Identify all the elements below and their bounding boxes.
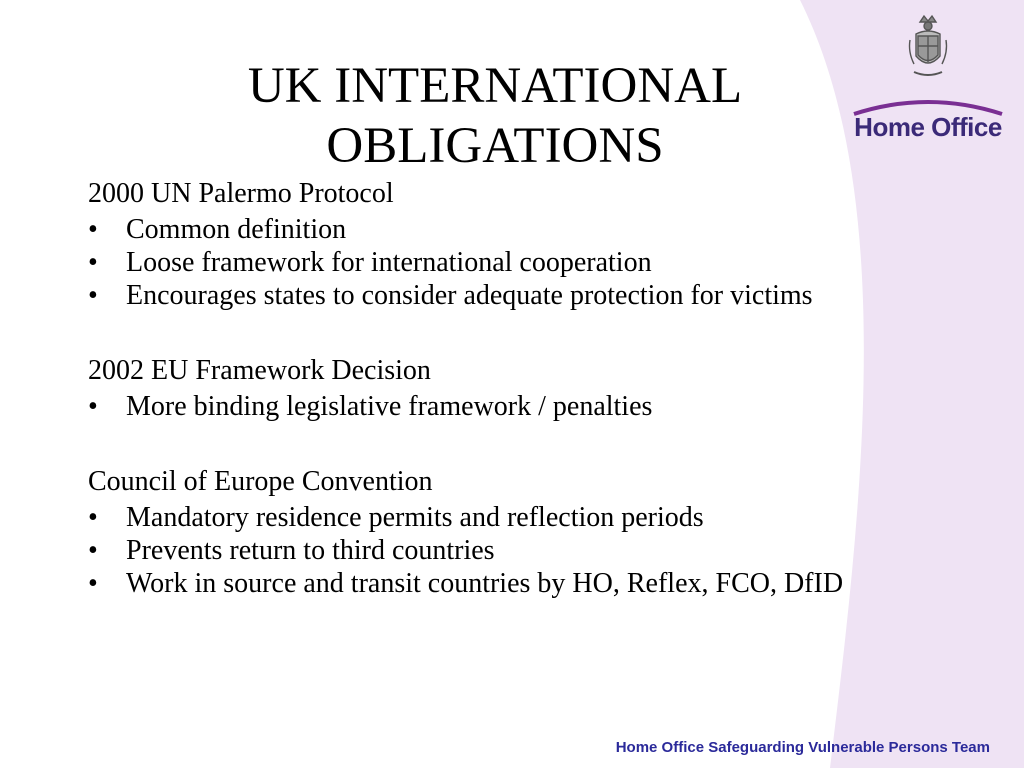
section-heading: Council of Europe Convention <box>88 466 433 497</box>
list-item-text: Encourages states to consider adequate protection for victims <box>126 280 813 311</box>
section-eu-framework <box>88 353 868 422</box>
bullet-icon: • <box>88 502 98 533</box>
list-item <box>88 536 868 566</box>
logo-text: Home Office <box>854 112 1002 142</box>
slide-content <box>88 176 868 599</box>
slide-title <box>150 56 840 176</box>
list-item-text: More binding legislative framework / penalties <box>126 391 653 422</box>
bullet-list <box>88 215 868 311</box>
bullet-icon: • <box>88 535 98 566</box>
section-council-of-europe <box>88 464 868 599</box>
bullet-icon: • <box>88 280 98 311</box>
list-item <box>88 392 868 422</box>
bullet-icon: • <box>88 214 98 245</box>
royal-crest-icon <box>904 12 952 84</box>
title-line-2: OBLIGATIONS <box>326 118 664 174</box>
home-office-logo <box>846 12 1010 142</box>
section-palermo <box>88 176 868 311</box>
list-item <box>88 569 868 599</box>
bullet-icon: • <box>88 391 98 422</box>
title-line-1: UK INTERNATIONAL <box>247 58 743 114</box>
bullet-icon: • <box>88 568 98 599</box>
list-item <box>88 215 868 245</box>
bullet-list <box>88 392 868 422</box>
list-item-text: Mandatory residence permits and reflection periods <box>126 502 704 533</box>
list-item-text: Work in source and transit countries by HO, Reflex, FCO, DfID <box>126 568 844 599</box>
list-item <box>88 248 868 278</box>
list-item-text: Loose framework for international cooperation <box>126 247 652 278</box>
section-heading: 2002 EU Framework Decision <box>88 355 431 386</box>
list-item-text: Prevents return to third countries <box>126 535 495 566</box>
section-heading: 2000 UN Palermo Protocol <box>88 178 394 209</box>
list-item <box>88 503 868 533</box>
bullet-icon: • <box>88 247 98 278</box>
list-item <box>88 281 868 311</box>
list-item-text: Common definition <box>126 214 347 245</box>
bullet-list <box>88 503 868 599</box>
footer-text: Home Office Safeguarding Vulnerable Persons Team <box>615 739 990 756</box>
